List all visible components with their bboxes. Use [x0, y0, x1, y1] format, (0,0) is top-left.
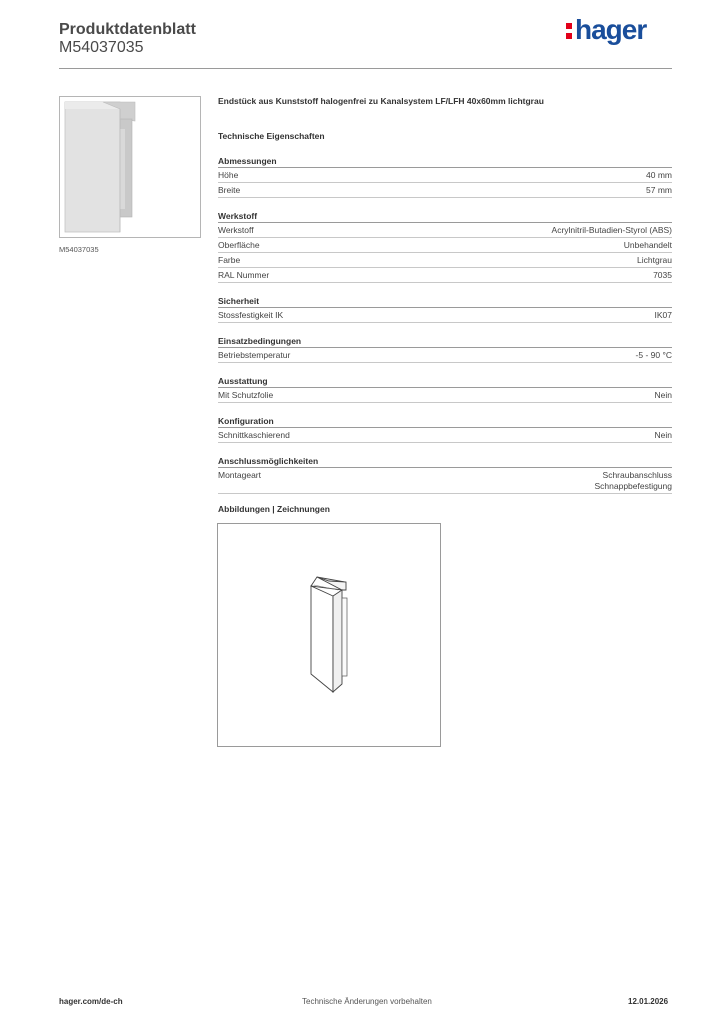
- footer-notice: Technische Änderungen vorbehalten: [302, 997, 432, 1006]
- spec-group-gap: [218, 403, 672, 413]
- spec-label: Schnittkaschierend: [218, 430, 290, 440]
- spec-label: Montageart: [218, 470, 261, 480]
- footer-website: hager.com/de-ch: [59, 997, 123, 1006]
- spec-table: [218, 153, 672, 494]
- spec-label: Stossfestigkeit IK: [218, 310, 284, 320]
- spec-label: Breite: [218, 185, 241, 195]
- product-thumbnail: [59, 96, 201, 238]
- spec-group-gap: [218, 198, 672, 208]
- spec-group-title: Sicherheit: [218, 293, 672, 308]
- logo-mark-icon: [566, 19, 572, 41]
- spec-value-line: IK07: [654, 310, 672, 320]
- header-divider: [59, 68, 672, 69]
- spec-row: [218, 428, 672, 443]
- spec-row: [218, 168, 672, 183]
- spec-row: [218, 238, 672, 253]
- thumbnail-caption: M54037035: [59, 245, 99, 254]
- spec-group-gap: [218, 323, 672, 333]
- spec-group-title: Werkstoff: [218, 208, 672, 223]
- hager-logo: [566, 14, 646, 46]
- spec-label: RAL Nummer: [218, 270, 270, 280]
- spec-value: [655, 310, 673, 321]
- spec-value: [646, 170, 672, 181]
- spec-label: Mit Schutzfolie: [218, 390, 274, 400]
- spec-group-gap: [218, 363, 672, 373]
- spec-value-line: -5 - 90 °C: [635, 350, 672, 360]
- spec-row: [218, 253, 672, 268]
- document-title: Produktdatenblatt: [59, 21, 196, 38]
- spec-label: Betriebstemperatur: [218, 350, 291, 360]
- spec-value: [636, 350, 672, 361]
- spec-value: [637, 255, 672, 266]
- spec-value: [646, 185, 672, 196]
- article-number: M54037035: [59, 39, 144, 56]
- spec-value-line: Schnappbefestigung: [594, 481, 672, 491]
- technical-drawing: [217, 523, 441, 747]
- spec-value-line: Schraubanschluss: [602, 470, 672, 480]
- spec-label: Oberfläche: [218, 240, 260, 250]
- spec-value-line: 7035: [653, 270, 672, 280]
- technical-properties-title: Technische Eigenschaften: [218, 131, 325, 141]
- spec-value: [552, 225, 672, 236]
- spec-group-title: Ausstattung: [218, 373, 672, 388]
- spec-value: [594, 470, 672, 492]
- spec-group-title: Konfiguration: [218, 413, 672, 428]
- spec-value: [624, 240, 672, 251]
- spec-group-title: Anschlussmöglichkeiten: [218, 453, 672, 468]
- spec-value-line: Acrylnitril-Butadien-Styrol (ABS): [551, 225, 672, 235]
- spec-row: [218, 268, 672, 283]
- spec-row: [218, 308, 672, 323]
- spec-row: [218, 348, 672, 363]
- spec-value-line: Nein: [654, 430, 672, 440]
- spec-label: Farbe: [218, 255, 241, 265]
- spec-value-line: Unbehandelt: [623, 240, 672, 250]
- spec-row: [218, 388, 672, 403]
- spec-value-line: 40 mm: [646, 170, 672, 180]
- spec-group-gap: [218, 443, 672, 453]
- product-description: Endstück aus Kunststoff halogenfrei zu Kanalsystem LF/LFH 40x60mm lichtgrau: [218, 96, 544, 106]
- spec-row: [218, 468, 672, 494]
- product-photo-icon: [60, 97, 200, 237]
- spec-value: [653, 270, 672, 281]
- spec-label: Höhe: [218, 170, 239, 180]
- spec-value: [655, 390, 672, 401]
- drawings-title: Abbildungen | Zeichnungen: [218, 504, 330, 514]
- spec-value-line: 57 mm: [646, 185, 672, 195]
- endcap-drawing-icon: [218, 524, 440, 746]
- footer-date: 12.01.2026: [628, 997, 669, 1006]
- spec-value: [655, 430, 672, 441]
- spec-value-line: Nein: [654, 390, 672, 400]
- spec-row: [218, 223, 672, 238]
- spec-label: Werkstoff: [218, 225, 254, 235]
- spec-row: [218, 183, 672, 198]
- spec-group-title: Abmessungen: [218, 153, 672, 168]
- spec-group-title: Einsatzbedingungen: [218, 333, 672, 348]
- logo-text: hager: [575, 14, 647, 45]
- spec-value-line: Lichtgrau: [637, 255, 672, 265]
- spec-group-gap: [218, 283, 672, 293]
